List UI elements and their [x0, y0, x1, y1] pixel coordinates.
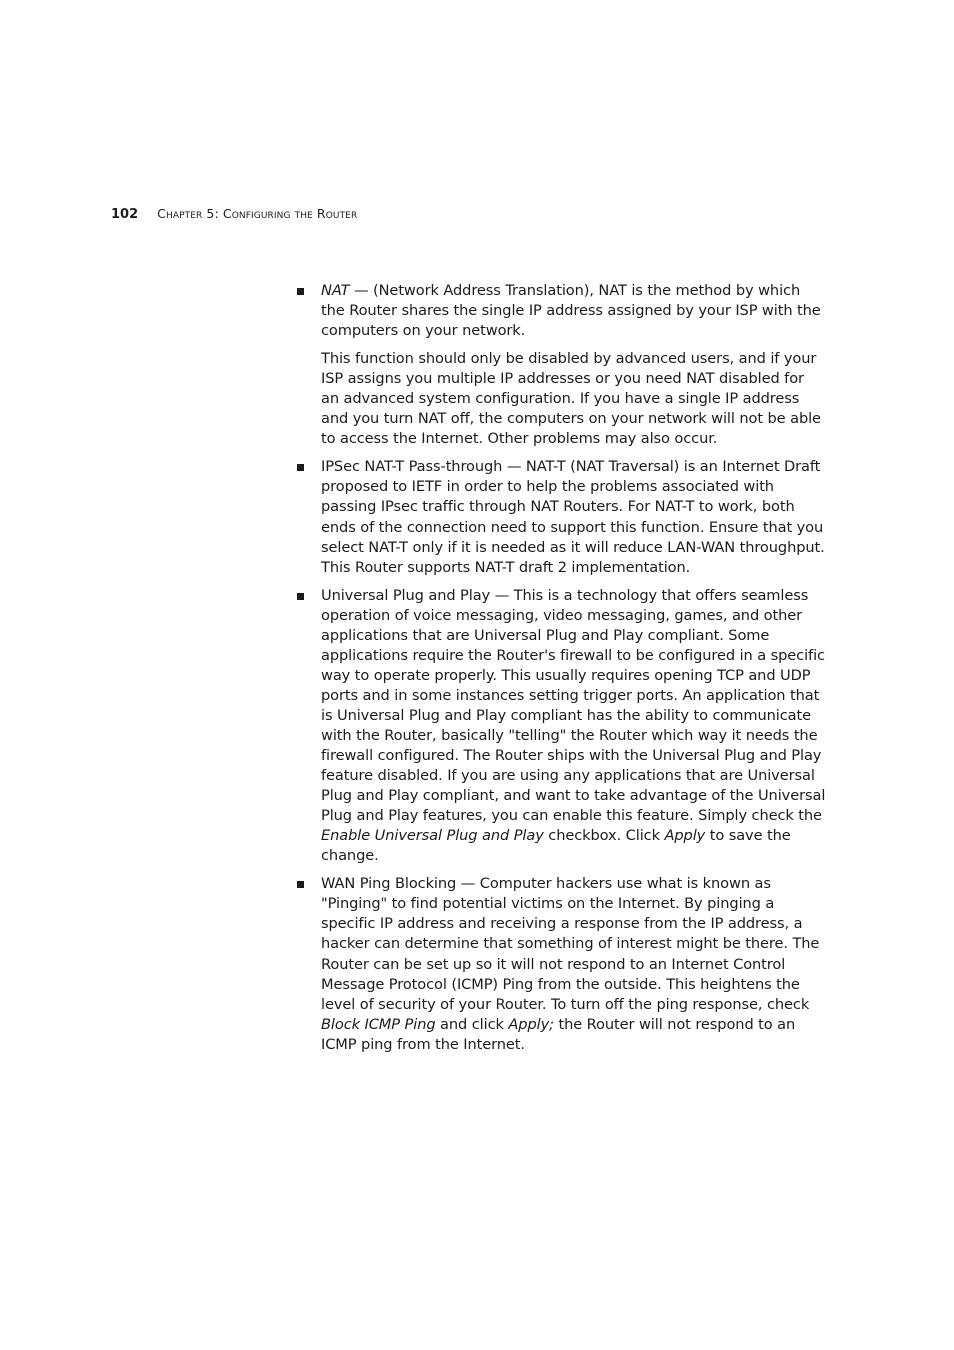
nat-description — [321, 281, 826, 341]
wan-ping-apply-term: Apply; — [508, 1015, 554, 1033]
upnp-apply-term: Apply — [664, 827, 706, 845]
chapter-title: Chapter 5: Configuring the Router — [157, 206, 358, 221]
list-item-wan-ping-blocking — [321, 874, 826, 1054]
running-header — [111, 205, 357, 224]
ipsec-description: IPSec NAT-T Pass-through — NAT-T (NAT Traversal) is an Internet Draft proposed to IETF in order to help the problems associated with passing IPsec traffic through NAT Routers. For NAT-T to work, both ends of the connection need to support this function. Ensure that you select NAT-T only if it is needed as it will reduce LAN-WAN throughput. This Router supports NAT-T draft 2 implementation. — [321, 458, 825, 576]
upnp-text-end: to save the change. — [321, 827, 791, 865]
page-number: 102 — [111, 207, 139, 222]
wan-ping-text-end: the Router will not respond to an ICMP ping from the Internet. — [321, 1015, 796, 1053]
wan-ping-description — [321, 874, 826, 1054]
nat-text: — (Network Address Translation), NAT is the method by which the Router shares the single IP address assigned by your ISP with the computers on your network. — [321, 282, 821, 340]
nat-note: This function should only be disabled by advanced users, and if your ISP assigns you multiple IP addresses or you need NAT disabled for an advanced system configuration. If you have a single IP address and you turn NAT off, the computers on your network will not be able to access the Internet. Other problems may also occur. — [321, 350, 821, 448]
upnp-text-mid: checkbox. Click — [543, 827, 665, 845]
bullet-icon — [297, 464, 304, 471]
bullet-list — [321, 281, 826, 1063]
upnp-checkbox-name: Enable Universal Plug and Play — [321, 827, 544, 845]
list-item-upnp — [321, 586, 826, 867]
upnp-description — [321, 586, 826, 867]
list-item-nat — [321, 281, 826, 449]
bullet-icon — [297, 881, 304, 888]
upnp-text: Universal Plug and Play — This is a technology that offers seamless operation of voice messaging, video messaging, games, and other applications that are Universal Plug and Play compliant. Some applications require the Router's firewall to be configured in a specific way to operate properly. This usually requires opening TCP and UDP ports and in some instances setting trigger ports. An application that is Universal Plug and Play compliant has the ability to communicate with the Router, basically "telling" the Router which way it needs the firewall configured. The Router ships with the Universal Plug and Play feature disabled. If you are using any applications that are Universal Plug and Play compliant, and want to take advantage of the Universal Plug and Play features, you can enable this feature. Simply check the — [321, 586, 826, 825]
block-icmp-term: Block ICMP Ping — [321, 1015, 436, 1033]
list-item-ipsec-nat-t — [321, 457, 826, 577]
nat-term: NAT — [321, 282, 350, 299]
wan-ping-text: WAN Ping Blocking — Computer hackers use what is known as "Pinging" to find potential victims on the Internet. By pinging a specific IP address and receiving a response from the IP address, a hacker can determine that something of interest might be there. The Router can be set up so it will not respond to an Internet Control Message Protocol (ICMP) Ping from the outside. This heightens the level of security of your Router. To turn off the ping response, check — [321, 875, 820, 1013]
wan-ping-text-mid: and click — [435, 1015, 509, 1033]
bullet-icon — [297, 288, 304, 295]
bullet-icon — [297, 593, 304, 600]
